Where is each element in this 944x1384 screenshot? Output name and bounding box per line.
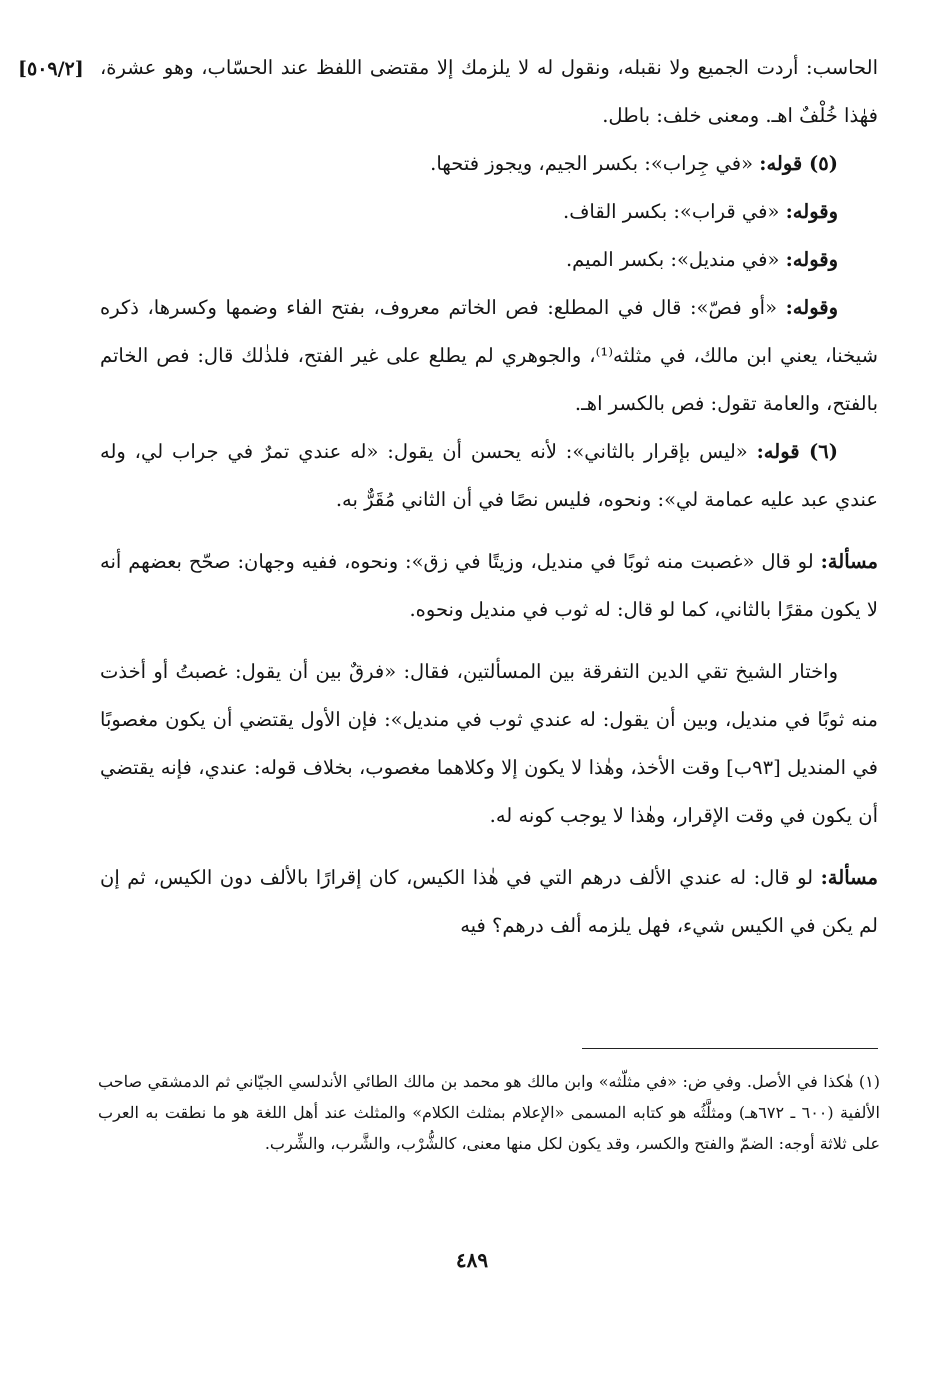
paragraph-mandil: وقوله: «في منديل»: بكسر الميم. <box>565 248 838 271</box>
paragraph-masala-2: مسألة: لو قال: له عندي الألف درهم التي في هٰذا الكيس، كان إقرارًا بالألف دون الكيس، ثم إن لم يكن في الكيس شيء، فهل يلزمه ألف درهم؟ فيه <box>100 866 878 937</box>
main-text <box>100 44 878 950</box>
paragraph-taqi-al-din: واختار الشيخ تقي الدين التفرقة بين المسألتين، فقال: «فرقٌ بين أن يقول: غصبتُ أو أخذت منه ثوبًا في منديل، وبين أن يقول: له عندي ثوب في منديل»: فإن الأول يقتضي أن يكون مغصوبًا في المنديل [٩٣ب] وقت الأخذ، وهٰذا لا يكون إلا وكلاهما مغصوب، بخلاف قوله: عندي، فإنه يقتضي أن يكون في وقت الإقرار، وهٰذا لا يوجب كونه له. <box>100 660 879 827</box>
page-number: ٤٨٩ <box>455 1248 489 1272</box>
paragraph-note-5: (٥) قوله: «في جِراب»: بكسر الجيم، ويجوز فتحها. <box>430 152 838 175</box>
margin-reference: [٥٠٩/٢] <box>18 58 84 80</box>
paragraph-qirab: وقوله: «في قراب»: بكسر القاف. <box>563 200 838 223</box>
paragraph-note-6: (٦) قوله: «ليس بإقرار بالثاني»: لأنه يحسن أن يقول: «له عندي تمرٌ في جراب لي، وله عندي عبد عليه عمامة لي»: ونحوه، فليس نصًا في أن الثاني مُقَرٌّ به. <box>100 440 878 511</box>
paragraph-hasib: الحاسب: أردت الجميع ولا نقبله، ونقول له لا يلزمك إلا مقتضى اللفظ عند الحسّاب، وهو عشرة، فهٰذا خُلْفٌ اهـ. ومعنى خلف: باطل. <box>100 56 878 127</box>
footnote-1: (١) هٰكذا في الأصل. وفي ض: «في مثلّثه» وابن مالك هو محمد بن مالك الطائي الأندلسي الجيّاني ثم الدمشقي صاحب الألفية (٦٠٠ ـ ٦٧٢هـ) ومثلَّثُه هو كتابه المسمى «الإعلام بمثلث الكلام» والمثلث عند أهل اللغة هو ما نطقت به العرب على ثلاثة أوجه: الضمّ والفتح والكسر، وقد يكون لكل منها معنى، كالشُّرْب، والشَّرب، والشِّرب. <box>98 1072 880 1153</box>
paragraph-fass: وقوله: «أو فصّ»: قال في المطلع: فص الخاتم معروف، بفتح الفاء وضمها وكسرها، ذكره شيخنا، يعني ابن مالك، في مثلثه⁽¹⁾، والجوهري لم يطلع على غير الفتح، فلذٰلك قال: فص الخاتم بالفتح، والعامة تقول: فص بالكسر اهـ. <box>100 296 878 415</box>
footnote-separator <box>582 1048 878 1049</box>
paragraph-masala-1: مسألة: لو قال «غصبت منه ثوبًا في منديل، وزيتًا في زق»: ونحوه، ففيه وجهان: صحّح بعضهم أنه لا يكون مقرًا بالثاني، كما لو قال: له ثوب في منديل ونحوه. <box>100 550 878 621</box>
footnotes <box>98 1066 880 1159</box>
